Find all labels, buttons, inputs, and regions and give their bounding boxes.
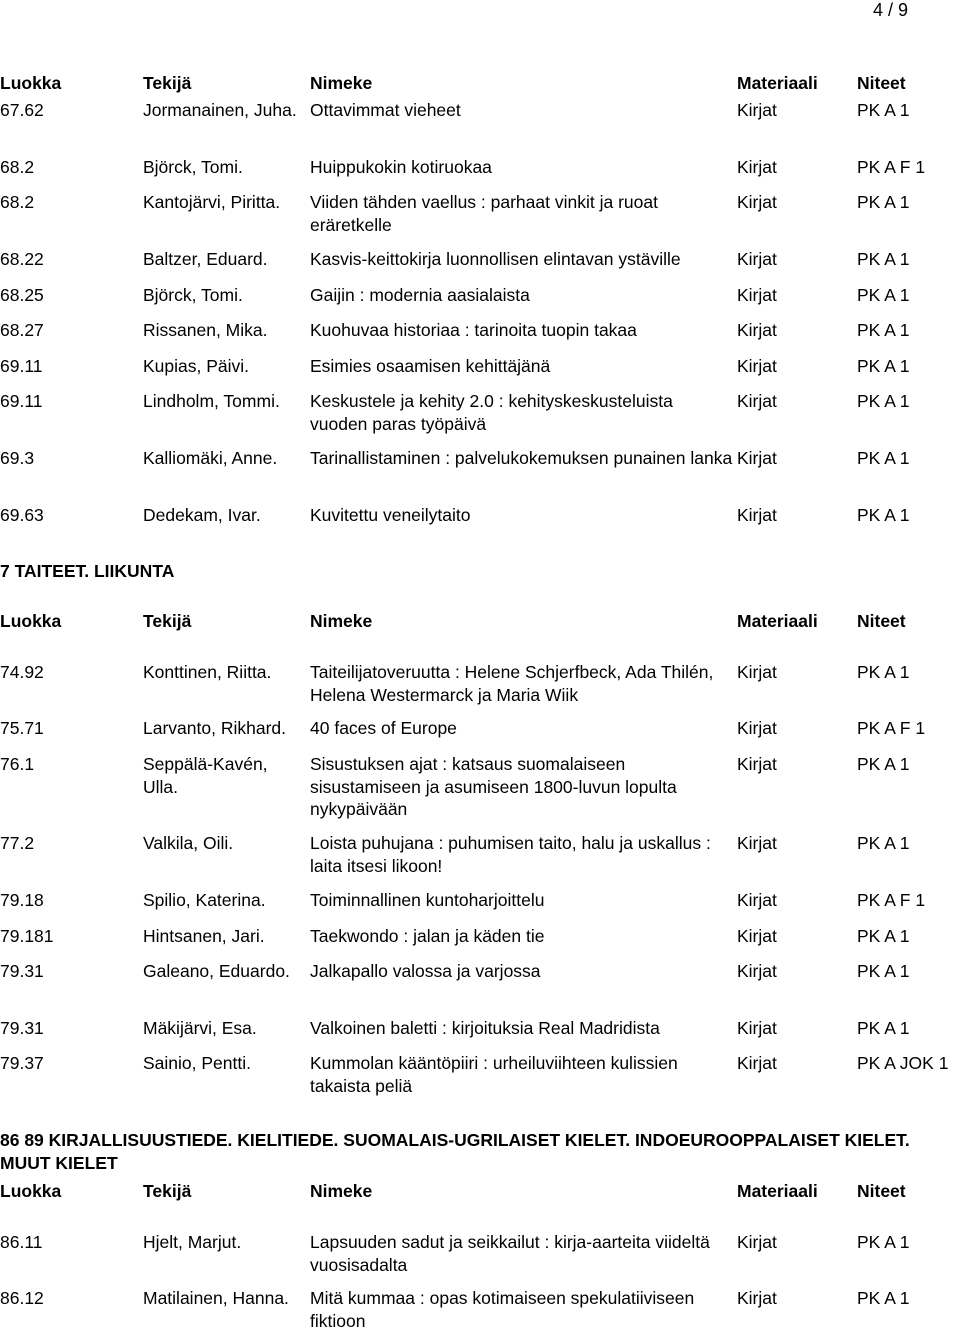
copies-cell: PK A 1 xyxy=(857,192,910,212)
material-cell: Kirjat xyxy=(737,100,777,120)
author-cell: Baltzer, Eduard. xyxy=(143,249,268,269)
header-nimeke: Nimeke xyxy=(310,611,373,631)
copies-cell: PK A F 1 xyxy=(857,890,926,910)
copies-cell: PK A 1 xyxy=(857,926,910,946)
page-number: 4 / 9 xyxy=(872,0,908,20)
header-luokka: Luokka xyxy=(0,1181,62,1201)
class-cell: 75.71 xyxy=(0,718,44,738)
copies-cell: PK A 1 xyxy=(857,961,910,981)
material-cell: Kirjat xyxy=(737,833,777,853)
material-cell: Kirjat xyxy=(737,1053,777,1073)
material-cell: Kirjat xyxy=(737,754,777,774)
author-cell: Rissanen, Mika. xyxy=(143,320,268,340)
header-materiaali: Materiaali xyxy=(737,73,818,93)
header-tekija: Tekijä xyxy=(143,611,192,631)
material-cell: Kirjat xyxy=(737,448,777,468)
header-nimeke: Nimeke xyxy=(310,1181,373,1201)
copies-cell: PK A 1 xyxy=(857,391,910,411)
title-cell: Lapsuuden sadut ja seikkailut : kirja-aarteita viideltä vuosisadalta xyxy=(310,1232,710,1275)
author-cell: Björck, Tomi. xyxy=(143,157,243,177)
author-cell: Kalliomäki, Anne. xyxy=(143,448,278,468)
author-cell: Björck, Tomi. xyxy=(143,285,243,305)
title-cell: Kuvitettu veneilytaito xyxy=(310,505,471,525)
header-materiaali: Materiaali xyxy=(737,611,818,631)
copies-cell: PK A 1 xyxy=(857,754,910,774)
title-cell: Mitä kummaa : opas kotimaiseen spekulatiiviseen fiktioon xyxy=(310,1288,695,1331)
copies-cell: PK A 1 xyxy=(857,100,910,120)
class-cell: 68.22 xyxy=(0,249,44,269)
title-cell: Gaijin : modernia aasialaista xyxy=(310,285,530,305)
material-cell: Kirjat xyxy=(737,662,777,682)
material-cell: Kirjat xyxy=(737,1232,777,1252)
title-cell: Kummolan kääntöpiiri : urheiluviihteen kulissien takaista peliä xyxy=(310,1053,678,1096)
material-cell: Kirjat xyxy=(737,890,777,910)
material-cell: Kirjat xyxy=(737,192,777,212)
author-cell: Kantojärvi, Piritta. xyxy=(143,192,281,212)
copies-cell: PK A 1 xyxy=(857,356,910,376)
material-cell: Kirjat xyxy=(737,505,777,525)
author-cell: Konttinen, Riitta. xyxy=(143,662,272,682)
class-cell: 76.1 xyxy=(0,754,35,774)
copies-cell: PK A 1 xyxy=(857,505,910,525)
class-cell: 86.12 xyxy=(0,1288,44,1308)
title-cell: Esimies osaamisen kehittäjänä xyxy=(310,356,551,376)
material-cell: Kirjat xyxy=(737,356,777,376)
header-tekija: Tekijä xyxy=(143,73,192,93)
copies-cell: PK A 1 xyxy=(857,1232,910,1252)
author-cell: Valkila, Oili. xyxy=(143,833,234,853)
copies-cell: PK A 1 xyxy=(857,249,910,269)
title-cell: Kasvis-keittokirja luonnollisen elintavan ystäville xyxy=(310,249,681,269)
class-cell: 68.27 xyxy=(0,320,44,340)
author-cell: Larvanto, Rikhard. xyxy=(143,718,286,738)
class-cell: 79.31 xyxy=(0,961,44,981)
author-cell: Mäkijärvi, Esa. xyxy=(143,1018,257,1038)
author-cell: Kupias, Päivi. xyxy=(143,356,250,376)
material-cell: Kirjat xyxy=(737,961,777,981)
header-niteet: Niteet xyxy=(857,73,906,93)
copies-cell: PK A 1 xyxy=(857,320,910,340)
material-cell: Kirjat xyxy=(737,391,777,411)
class-cell: 79.31 xyxy=(0,1018,44,1038)
material-cell: Kirjat xyxy=(737,285,777,305)
title-cell: Ottavimmat vieheet xyxy=(310,100,461,120)
copies-cell: PK A F 1 xyxy=(857,718,926,738)
copies-cell: PK A 1 xyxy=(857,662,910,682)
title-cell: Toiminnallinen kuntoharjoittelu xyxy=(310,890,545,910)
title-cell: Viiden tähden vaellus : parhaat vinkit ja ruoat eräretkelle xyxy=(310,192,658,235)
class-cell: 77.2 xyxy=(0,833,35,853)
author-cell: Lindholm, Tommi. xyxy=(143,391,280,411)
class-cell: 69.11 xyxy=(0,391,43,411)
material-cell: Kirjat xyxy=(737,320,777,340)
material-cell: Kirjat xyxy=(737,718,777,738)
section-title: 7 TAITEET. LIIKUNTA xyxy=(0,561,175,581)
class-cell: 69.63 xyxy=(0,505,44,525)
class-cell: 86.11 xyxy=(0,1232,43,1252)
copies-cell: PK A 1 xyxy=(857,448,910,468)
copies-cell: PK A 1 xyxy=(857,833,910,853)
class-cell: 79.181 xyxy=(0,926,54,946)
copies-cell: PK A 1 xyxy=(857,1288,910,1308)
title-cell: Huippukokin kotiruokaa xyxy=(310,157,492,177)
class-cell: 69.11 xyxy=(0,356,43,376)
title-cell: 40 faces of Europe xyxy=(310,718,457,738)
author-cell: Sainio, Pentti. xyxy=(143,1053,251,1073)
header-tekija: Tekijä xyxy=(143,1181,192,1201)
material-cell: Kirjat xyxy=(737,926,777,946)
material-cell: Kirjat xyxy=(737,249,777,269)
class-cell: 67.62 xyxy=(0,100,44,120)
class-cell: 79.37 xyxy=(0,1053,44,1073)
author-cell: Hintsanen, Jari. xyxy=(143,926,265,946)
header-niteet: Niteet xyxy=(857,1181,906,1201)
header-niteet: Niteet xyxy=(857,611,906,631)
header-materiaali: Materiaali xyxy=(737,1181,818,1201)
title-cell: Taekwondo : jalan ja käden tie xyxy=(310,926,545,946)
author-cell: Hjelt, Marjut. xyxy=(143,1232,242,1252)
author-cell: Seppälä-Kavén, Ulla. xyxy=(143,754,268,797)
author-cell: Jormanainen, Juha. xyxy=(143,100,297,120)
class-cell: 69.3 xyxy=(0,448,35,468)
material-cell: Kirjat xyxy=(737,157,777,177)
header-luokka: Luokka xyxy=(0,611,62,631)
author-cell: Spilio, Katerina. xyxy=(143,890,266,910)
material-cell: Kirjat xyxy=(737,1288,777,1308)
author-cell: Dedekam, Ivar. xyxy=(143,505,261,525)
class-cell: 79.18 xyxy=(0,890,44,910)
copies-cell: PK A 1 xyxy=(857,1018,910,1038)
title-cell: Taiteilijatoveruutta : Helene Schjerfbeck, Ada Thilén, Helena Westermarck ja Maria Wiik xyxy=(310,662,714,705)
class-cell: 68.25 xyxy=(0,285,44,305)
copies-cell: PK A 1 xyxy=(857,285,910,305)
class-cell: 68.2 xyxy=(0,157,35,177)
author-cell: Matilainen, Hanna. xyxy=(143,1288,289,1308)
copies-cell: PK A F 1 xyxy=(857,157,926,177)
title-cell: Sisustuksen ajat : katsaus suomalaiseen sisustamiseen ja asumiseen 1800-luvun lopulta nykypäivään xyxy=(310,754,677,819)
header-luokka: Luokka xyxy=(0,73,62,93)
title-cell: Keskustele ja kehity 2.0 : kehityskeskusteluista vuoden paras työpäivä xyxy=(310,391,673,434)
section-title: 86 89 KIRJALLISUUSTIEDE. KIELITIEDE. SUOMALAIS-UGRILAISET KIELET. INDOEUROOPPALAISET KIELET. MUUT KIELET xyxy=(0,1130,910,1173)
title-cell: Kuohuvaa historiaa : tarinoita tuopin takaa xyxy=(310,320,637,340)
author-cell: Galeano, Eduardo. xyxy=(143,961,290,981)
class-cell: 74.92 xyxy=(0,662,44,682)
title-cell: Valkoinen baletti : kirjoituksia Real Madridista xyxy=(310,1018,660,1038)
title-cell: Jalkapallo valossa ja varjossa xyxy=(310,961,541,981)
header-nimeke: Nimeke xyxy=(310,73,373,93)
class-cell: 68.2 xyxy=(0,192,35,212)
title-cell: Tarinallistaminen : palvelukokemuksen punainen lanka xyxy=(310,448,733,468)
material-cell: Kirjat xyxy=(737,1018,777,1038)
copies-cell: PK A JOK 1 xyxy=(857,1053,949,1073)
title-cell: Loista puhujana : puhumisen taito, halu ja uskallus : laita itsesi likoon! xyxy=(310,833,711,876)
